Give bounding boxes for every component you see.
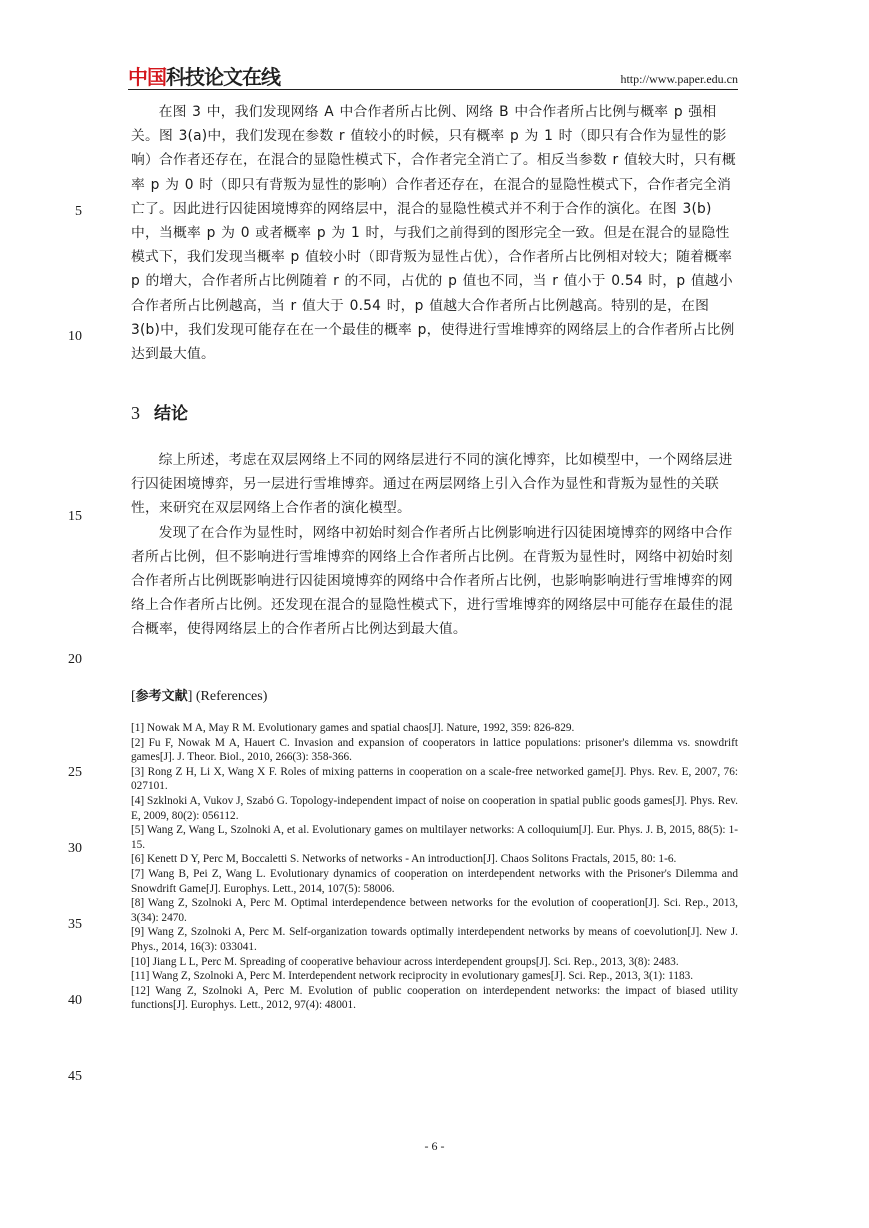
logo-red-text: 中国 [128,65,166,89]
reference-item: [10] Jiang L L, Perc M. Spreading of cooperative behaviour across interdependent groups[J]. Sci. Rep., 2013, 3(8): 2483. [131,955,679,968]
paragraph-results [131,100,738,366]
header-url: http://www.paper.edu.cn [620,72,738,86]
reference-item: [9] Wang Z, Szolnoki A, Perc M. Self-organization towards optimally interdependent networks by means of coevolution[J]. New J. Phys., 2014, 16(3): 033041. [131,926,738,953]
references-heading-close: ] (References) [187,689,268,704]
conclusion-body [131,448,738,642]
section-title: 结论 [154,404,188,424]
paragraph-2-text: 综上所述，考虑在双层网络上不同的网络层进行不同的演化博弈，比如模型中，一个网络层进行囚徒困境博弈，另一层进行雪堆博弈。通过在两层网络上引入合作为显性和背叛为显性的关联性，来研究在双层网络上合作者的演化模型。 [131,452,733,517]
reference-item: [3] Rong Z H, Li X, Wang X F. Roles of mixing patterns in cooperation on a scale-free networked game[J]. Phys. Rev. E, 2007, 76: 027101. [131,765,738,793]
line-number: 10 [68,329,82,344]
line-number: 20 [68,652,82,667]
reference-item: [12] Wang Z, Szolnoki A, Perc M. Evolution of public cooperation on interdependent networks: the impact of biased utility functions[J]. Europhys. Lett., 2012, 97(4): 48001. [131,984,738,1012]
reference-item: [5] Wang Z, Wang L, Szolnoki A, et al. Evolutionary games on multilayer networks: A colloquium[J]. Eur. Phys. J. B, 2015, 88(5): 1-15. [131,824,738,851]
line-number: 5 [75,204,82,219]
header-rule [128,89,738,90]
journal-logo [128,66,280,88]
page-number: - 6 - [424,1139,445,1153]
reference-item: [2] Fu F, Nowak M A, Hauert C. Invasion and expansion of cooperators in lattice populations: prisoner's dilemma vs. snowdrift games[J]. J. Theor. Biol., 2010, 266(3): 358-366. [131,736,738,764]
references-heading-cn: 参考文献 [135,689,188,704]
references-list [131,721,738,1013]
page-header [128,66,738,88]
section-number: 3 [131,403,140,423]
logo-dark-text: 科技论文在线 [166,65,280,89]
paragraph-1-text: 在图 3 中，我们发现网络 A 中合作者所占比例、网络 B 中合作者所占比例与概率 p 强相关。图 3(a)中，我们发现在参数 r 值较小的时候，只有概率 p 为 1 时（即只有合作为显性的影响）合作者还存在，在混合的显隐性模式下，合作者完全消亡了。相反当参数 r 值较大时，只有概率 p 为 0 时（即只有背叛为显性的影响）合作者还存在，在混合的显隐性模式下，合作者完全消亡了。因此进行囚徒困境博弈的网络层中，混合的显隐性模式并不利于合作的演化。在图 3(b)中，当概率 p 为 0 或者概率 p 为 1 时，与我们之前得到的图形完全一致。但是在混合的显隐性模式下，我们发现当概率 p 值较小时（即背叛为显性占优），合作者所占比例相对较大；随着概率 p 的增大，合作者所占比例随着 r 的不同，占优的 p 值也不同，当 r 值小于 0.54 时，p 值越小合作者所占比例越高，当 r 值大于 0.54 时，p 值越大合作者所占比例越高。特别的是，在图 3(b)中，我们发现可能存在在一个最佳的概率 p，使得进行雪堆博弈的网络层上的合作者所占比例达到最大值。 [131,104,736,363]
line-number: 25 [68,765,82,780]
paragraph-3-text: 发现了在合作为显性时，网络中初始时刻合作者所占比例影响进行囚徒困境博弈的网络中合作者所占比例，但不影响进行雪堆博弈的网络上合作者所占比例。在背叛为显性时，网络中初始时刻合作者所占比例既影响进行囚徒困境博弈的网络中合作者所占比例，也影响影响进行雪堆博弈的网络上合作者所占比例。还发现在混合的显隐性模式下，进行雪堆博弈的网络层中可能存在最佳的混合概率，使得网络层上的合作者所占比例达到最大值。 [131,524,733,638]
line-number: 45 [68,1069,82,1084]
line-number: 35 [68,917,82,932]
reference-item: [4] Szklnoki A, Vukov J, Szabó G. Topology-independent impact of noise on cooperation in spatial public goods games[J]. Phys. Rev. E, 2009, 80(2): 056112. [131,794,738,822]
reference-item: [1] Nowak M A, May R M. Evolutionary games and spatial chaos[J]. Nature, 1992, 359: 826-829. [131,722,575,734]
references-heading-open: [ [131,689,136,704]
line-number: 15 [68,509,82,524]
reference-item: [11] Wang Z, Szolnoki A, Perc M. Interdependent network reciprocity in evolutionary games[J]. Sci. Rep., 2013, 3(1): 1183. [131,970,694,983]
reference-item: [8] Wang Z, Szolnoki A, Perc M. Optimal interdependence between networks for the evolution of cooperation[J]. Sci. Rep., 2013, 3(34): 2470. [131,897,738,924]
line-number: 40 [68,993,82,1008]
line-number: 30 [68,841,82,856]
section-heading [131,399,188,424]
reference-item: [6] Kenett D Y, Perc M, Boccaletti S. Networks of networks - An introduction[J]. Chaos Solitons Fractals, 2015, 80: 1-6. [131,853,677,866]
references-heading [131,685,267,705]
reference-item: [7] Wang B, Pei Z, Wang L. Evolutionary dynamics of cooperation on interdependent networks with the Prisoner's Dilemma and Snowdrift Game[J]. Europhys. Lett., 2014, 107(5): 58006. [131,867,738,895]
